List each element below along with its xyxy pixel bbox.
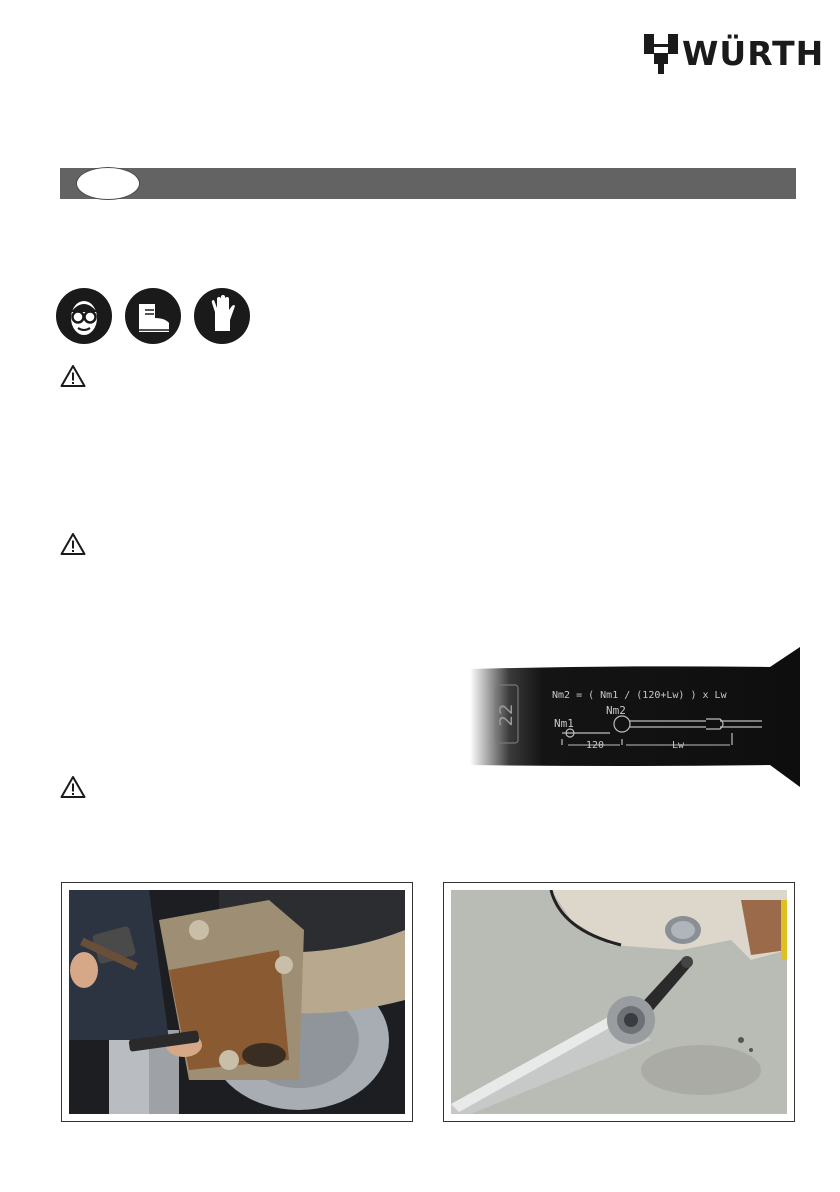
language-badge (76, 167, 140, 200)
wurth-logo (644, 34, 825, 74)
photo-torque-wrench-adapter (443, 882, 795, 1122)
warning-triangle-icon (60, 532, 86, 556)
torque-extension-label-image (470, 647, 800, 787)
label-nm1: Nm1 (554, 717, 574, 730)
label-nm2: Nm2 (606, 704, 626, 717)
section-header-bar (60, 168, 796, 199)
safety-goggles-icon (56, 288, 112, 344)
safety-shoes-icon (125, 288, 181, 344)
wurth-logo-mark (644, 34, 678, 74)
label-number: 22 (496, 703, 517, 727)
protective-gloves-icon (194, 288, 250, 344)
dimension-120: 120 (586, 740, 605, 751)
wurth-wordmark: WÜRTH (682, 34, 825, 73)
photo-hammer-on-wheel-hub (61, 882, 413, 1122)
dimension-lw: Lw (672, 740, 685, 751)
torque-formula: Nm2 = ( Nm1 / (120+Lw) ) x Lw (552, 690, 727, 701)
warning-triangle-icon (60, 775, 86, 799)
warning-triangle-icon (60, 364, 86, 388)
